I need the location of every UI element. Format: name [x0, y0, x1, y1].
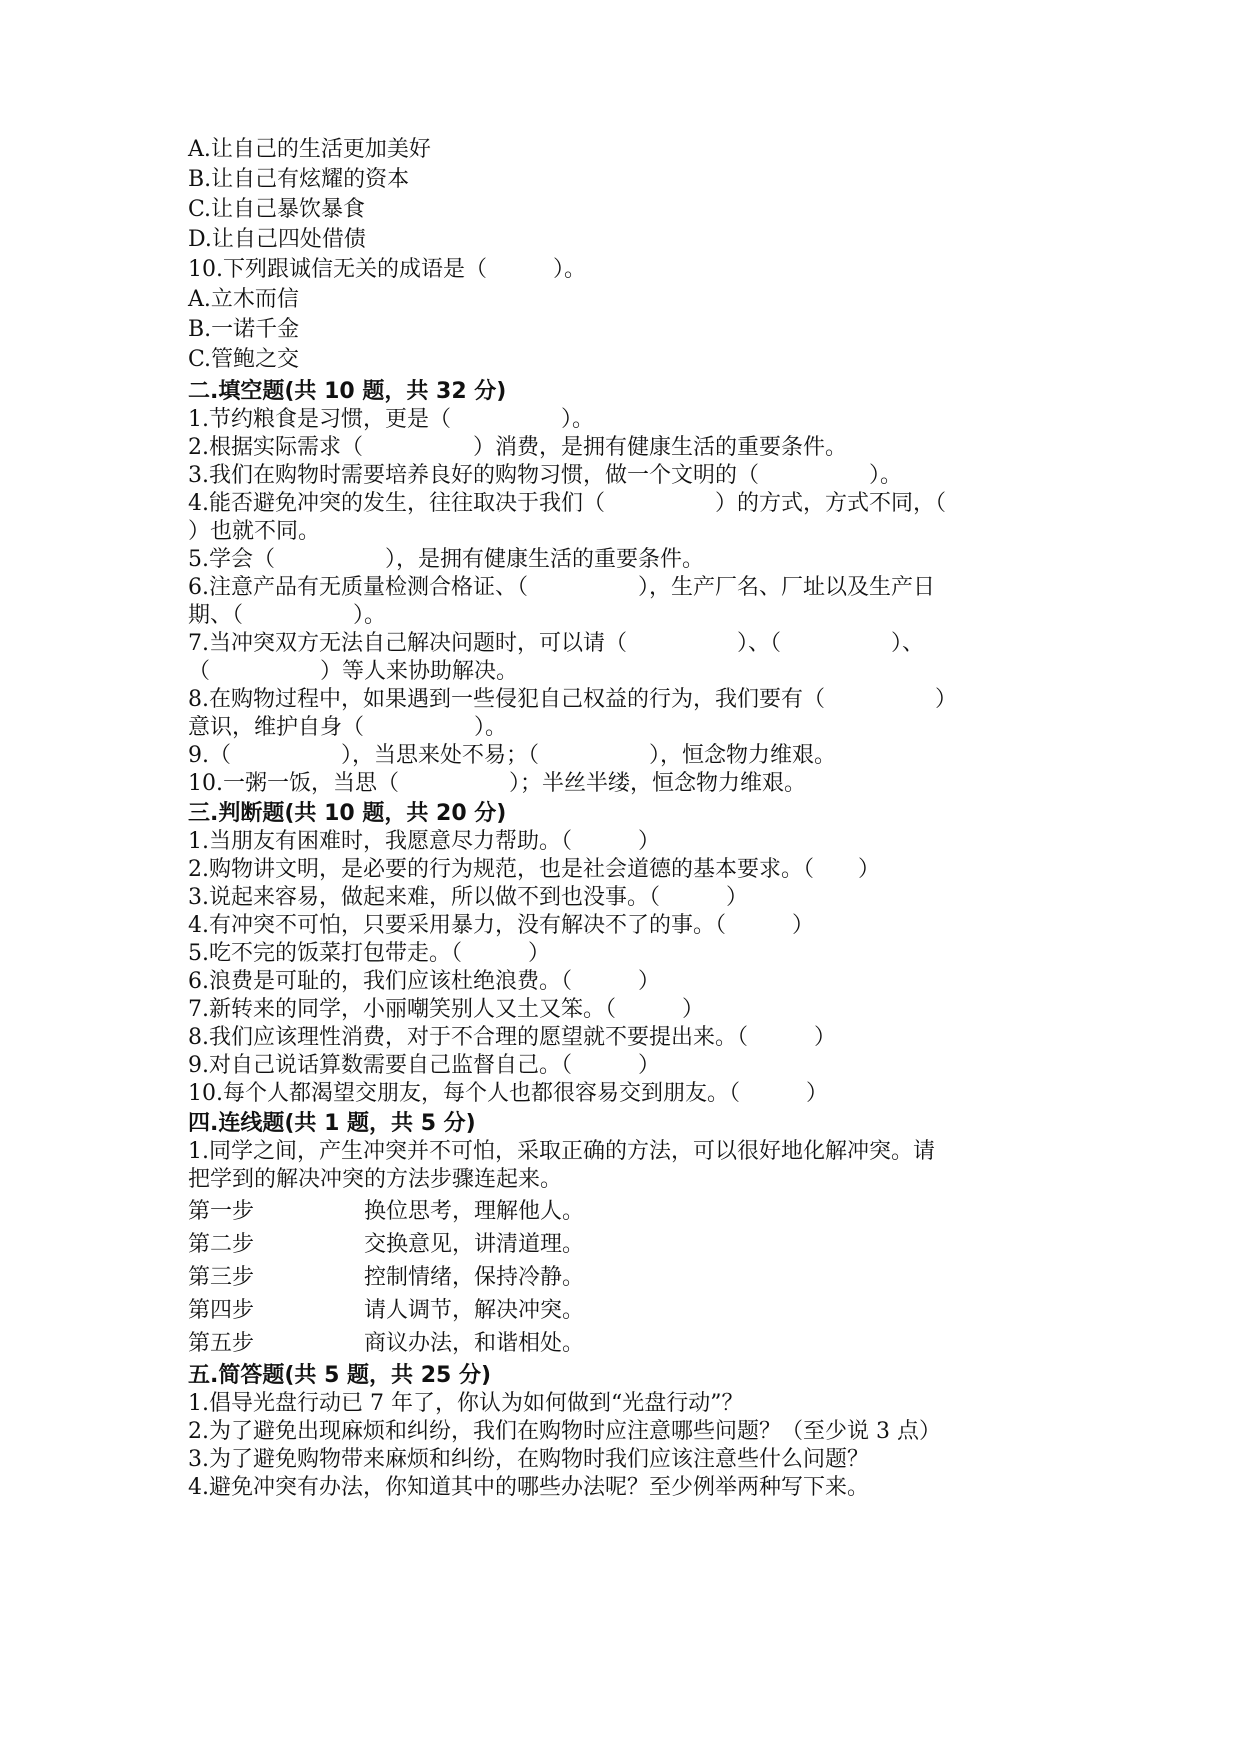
short-answer-question: 2.为了避免出现麻烦和纠纷，我们在购物时应注意哪些问题？（至少说 3 点）	[188, 1419, 941, 1444]
section2-title: 二.填空题(共 10 题，共 32 分)	[188, 379, 507, 404]
short-answer-question: 1.倡导光盘行动已 7 年了，你认为如何做到“光盘行动”？	[188, 1391, 744, 1416]
fill-question: 期、（ ）。	[188, 603, 387, 628]
fill-question: 7.当冲突双方无法自己解决问题时，可以请（ ）、（ ）、	[188, 631, 924, 656]
matching-method: 控制情绪，保持冷静。	[364, 1265, 585, 1290]
fill-question: 2.根据实际需求（ ）消费，是拥有健康生活的重要条件。	[188, 435, 847, 460]
fill-question: （ ）等人来协助解决。	[188, 659, 519, 684]
matching-method: 交换意见，讲清道理。	[364, 1232, 585, 1257]
q10-stem: 10.下列跟诚信无关的成语是（ ）。	[188, 257, 586, 282]
fill-question: ）也就不同。	[188, 519, 321, 544]
judge-question: 2.购物讲文明，是必要的行为规范，也是社会道德的基本要求。（ ）	[188, 857, 880, 882]
q9-option-d: D.让自己四处借债	[188, 227, 366, 252]
fill-question: 6.注意产品有无质量检测合格证、（ ），生产厂名、厂址以及生产日	[188, 575, 935, 600]
fill-question: 意识，维护自身（ ）。	[188, 715, 508, 740]
matching-row	[188, 1231, 584, 1259]
matching-row	[188, 1330, 584, 1358]
judge-question: 6.浪费是可耻的，我们应该杜绝浪费。（ ）	[188, 969, 660, 994]
q9-option-c: C.让自己暴饮暴食	[188, 197, 366, 222]
matching-step: 第四步	[188, 1298, 255, 1323]
short-answer-question: 4.避免冲突有办法，你知道其中的哪些办法呢？至少例举两种写下来。	[188, 1475, 869, 1500]
q9-option-a: A.让自己的生活更加美好	[188, 137, 431, 162]
fill-question: 8.在购物过程中，如果遇到一些侵犯自己权益的行为，我们要有（ ）	[188, 687, 957, 712]
matching-step: 第一步	[188, 1199, 255, 1224]
judge-question: 4.有冲突不可怕，只要采用暴力，没有解决不了的事。（ ）	[188, 913, 814, 938]
fill-question: 3.我们在购物时需要培养良好的购物习惯，做一个文明的（ ）。	[188, 463, 902, 488]
matching-step: 第三步	[188, 1265, 255, 1290]
matching-stem: 把学到的解决冲突的方法步骤连起来。	[188, 1167, 563, 1192]
judge-question: 8.我们应该理性消费，对于不合理的愿望就不要提出来。（ ）	[188, 1025, 836, 1050]
q10-option-c: C.管鲍之交	[188, 347, 300, 372]
section3-title: 三.判断题(共 10 题，共 20 分)	[188, 801, 507, 826]
judge-question: 3.说起来容易，做起来难，所以做不到也没事。（ ）	[188, 885, 748, 910]
judge-question: 10.每个人都渴望交朋友，每个人也都很容易交到朋友。（ ）	[188, 1081, 828, 1106]
fill-question: 1.节约粮食是习惯，更是（ ）。	[188, 407, 594, 432]
q9-option-b: B.让自己有炫耀的资本	[188, 167, 410, 192]
judge-question: 9.对自己说话算数需要自己监督自己。（ ）	[188, 1053, 660, 1078]
short-answer-question: 3.为了避免购物带来麻烦和纠纷，在购物时我们应该注意些什么问题？	[188, 1447, 869, 1472]
section4-title: 四.连线题(共 1 题，共 5 分)	[188, 1111, 476, 1136]
matching-stem: 1.同学之间，产生冲突并不可怕，采取正确的方法，可以很好地化解冲突。请	[188, 1139, 935, 1164]
judge-question: 1.当朋友有困难时，我愿意尽力帮助。（ ）	[188, 829, 660, 854]
matching-method: 商议办法，和谐相处。	[364, 1331, 585, 1356]
matching-step: 第五步	[188, 1331, 255, 1356]
judge-question: 5.吃不完的饭菜打包带走。（ ）	[188, 941, 550, 966]
matching-row	[188, 1198, 584, 1226]
section5-title: 五.简答题(共 5 题，共 25 分)	[188, 1363, 492, 1388]
fill-question: 4.能否避免冲突的发生，往往取决于我们（ ）的方式，方式不同，（	[188, 491, 946, 516]
fill-question: 5.学会（ ），是拥有健康生活的重要条件。	[188, 547, 704, 572]
fill-question: 10.一粥一饭，当思（ ）；半丝半缕，恒念物力维艰。	[188, 771, 806, 796]
matching-row	[188, 1297, 584, 1325]
q10-option-a: A.立木而信	[188, 287, 299, 312]
q10-option-b: B.一诺千金	[188, 317, 300, 342]
matching-method: 换位思考，理解他人。	[364, 1199, 585, 1224]
matching-step: 第二步	[188, 1232, 255, 1257]
judge-question: 7.新转来的同学，小丽嘲笑别人又土又笨。（ ）	[188, 997, 704, 1022]
fill-question: 9.（ ），当思来处不易；（ ），恒念物力维艰。	[188, 743, 836, 768]
matching-method: 请人调节，解决冲突。	[364, 1298, 585, 1323]
matching-row	[188, 1264, 584, 1292]
